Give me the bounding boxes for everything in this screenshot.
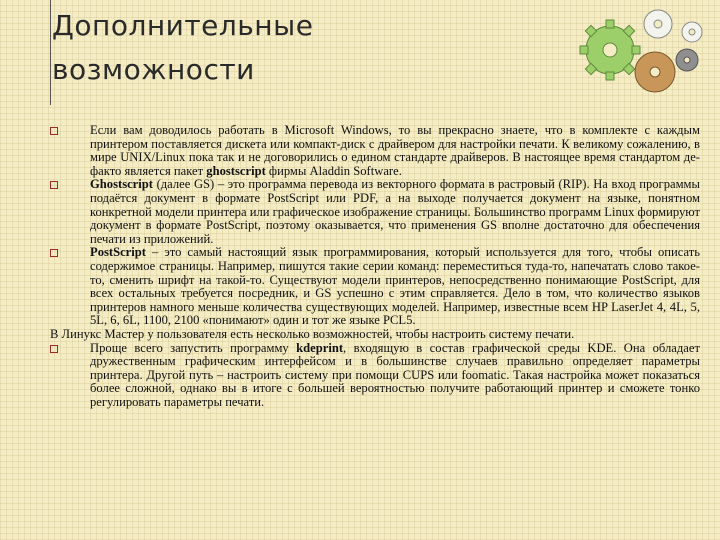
bullet-icon [50,249,58,257]
gear-white-small [682,22,702,42]
title-line-1: Дополнительные [52,9,314,42]
gear-tan [635,52,675,92]
list-item: PostScript – это самый настоящий язык программирования, который используется для того, чтобы описать содержимое страницы. Например, пишутся такие серии команд: переместиться туда-то, напечатать слово такое-то, сменить шрифт на такой-то. Существуют модели принтеров, непосредственно понимающие PostScript, для всех остальных требуется посредник, и GS успешно с этим справляется. Дело в том, что количество языков принтеров намного меньше количества существующих моделей. Например, известные всем HP LaserJet 4, 4L, 5, 5L, 6, 6L, 1100, 2100 «понимают» один и тот же языке PCL5. [50,246,700,328]
gear-gray [676,49,698,71]
bullet-icon [50,345,58,353]
page-title [52,4,532,92]
gears-icon [570,2,720,102]
title-divider [50,0,51,105]
intro-line: В Линукс Мастер у пользователя есть несколько возможностей, чтобы настроить систему печати. [50,326,575,341]
gear-white [644,10,672,38]
title-line-2: возможности [52,53,255,86]
list-item: Ghostscript (далее GS) – это программа перевода из векторного формата в растровый (RIP). На вход программы подаётся документ в формате PostScript или PDF, а на выходе получается документ на языке, понятном конкретной модели принтера или графическое изображение страницы. Большинство программ Linux формируют документ в формате PostScript, поэтому оказывается, что применения GS вполне достаточно для обеспечения печати из приложений. [50,178,700,246]
list-item: Проще всего запустить программу kdeprint, входящую в состав графической среды KDE. Она обладает дружественным графическим интерфейсом и в большинстве случаев правильно определяет параметры принтера. Другой путь – настроить систему при помощи CUPS или foomatic. Такая настройка может показаться более сложной, однако вы в итоге с большей вероятностью получите работающий принтер и сможете тонко регулировать параметры печати. [50,342,700,410]
list-item: Если вам доводилось работать в Microsoft Windows, то вы прекрасно знаете, что в комплекте с каждым принтером поставляется дискета или компакт-диск с драйвером для настройки печати. К великому сожалению, в мире UNIX/Linux пока так и не договорились о едином стандарте драйверов. В настоящее время стандартом де-факто является пакет ghostscript фирмы Aladdin Software. [50,124,700,178]
bullet-icon [50,127,58,135]
bullet-icon [50,181,58,189]
content [50,124,700,409]
gear-green [580,20,640,80]
